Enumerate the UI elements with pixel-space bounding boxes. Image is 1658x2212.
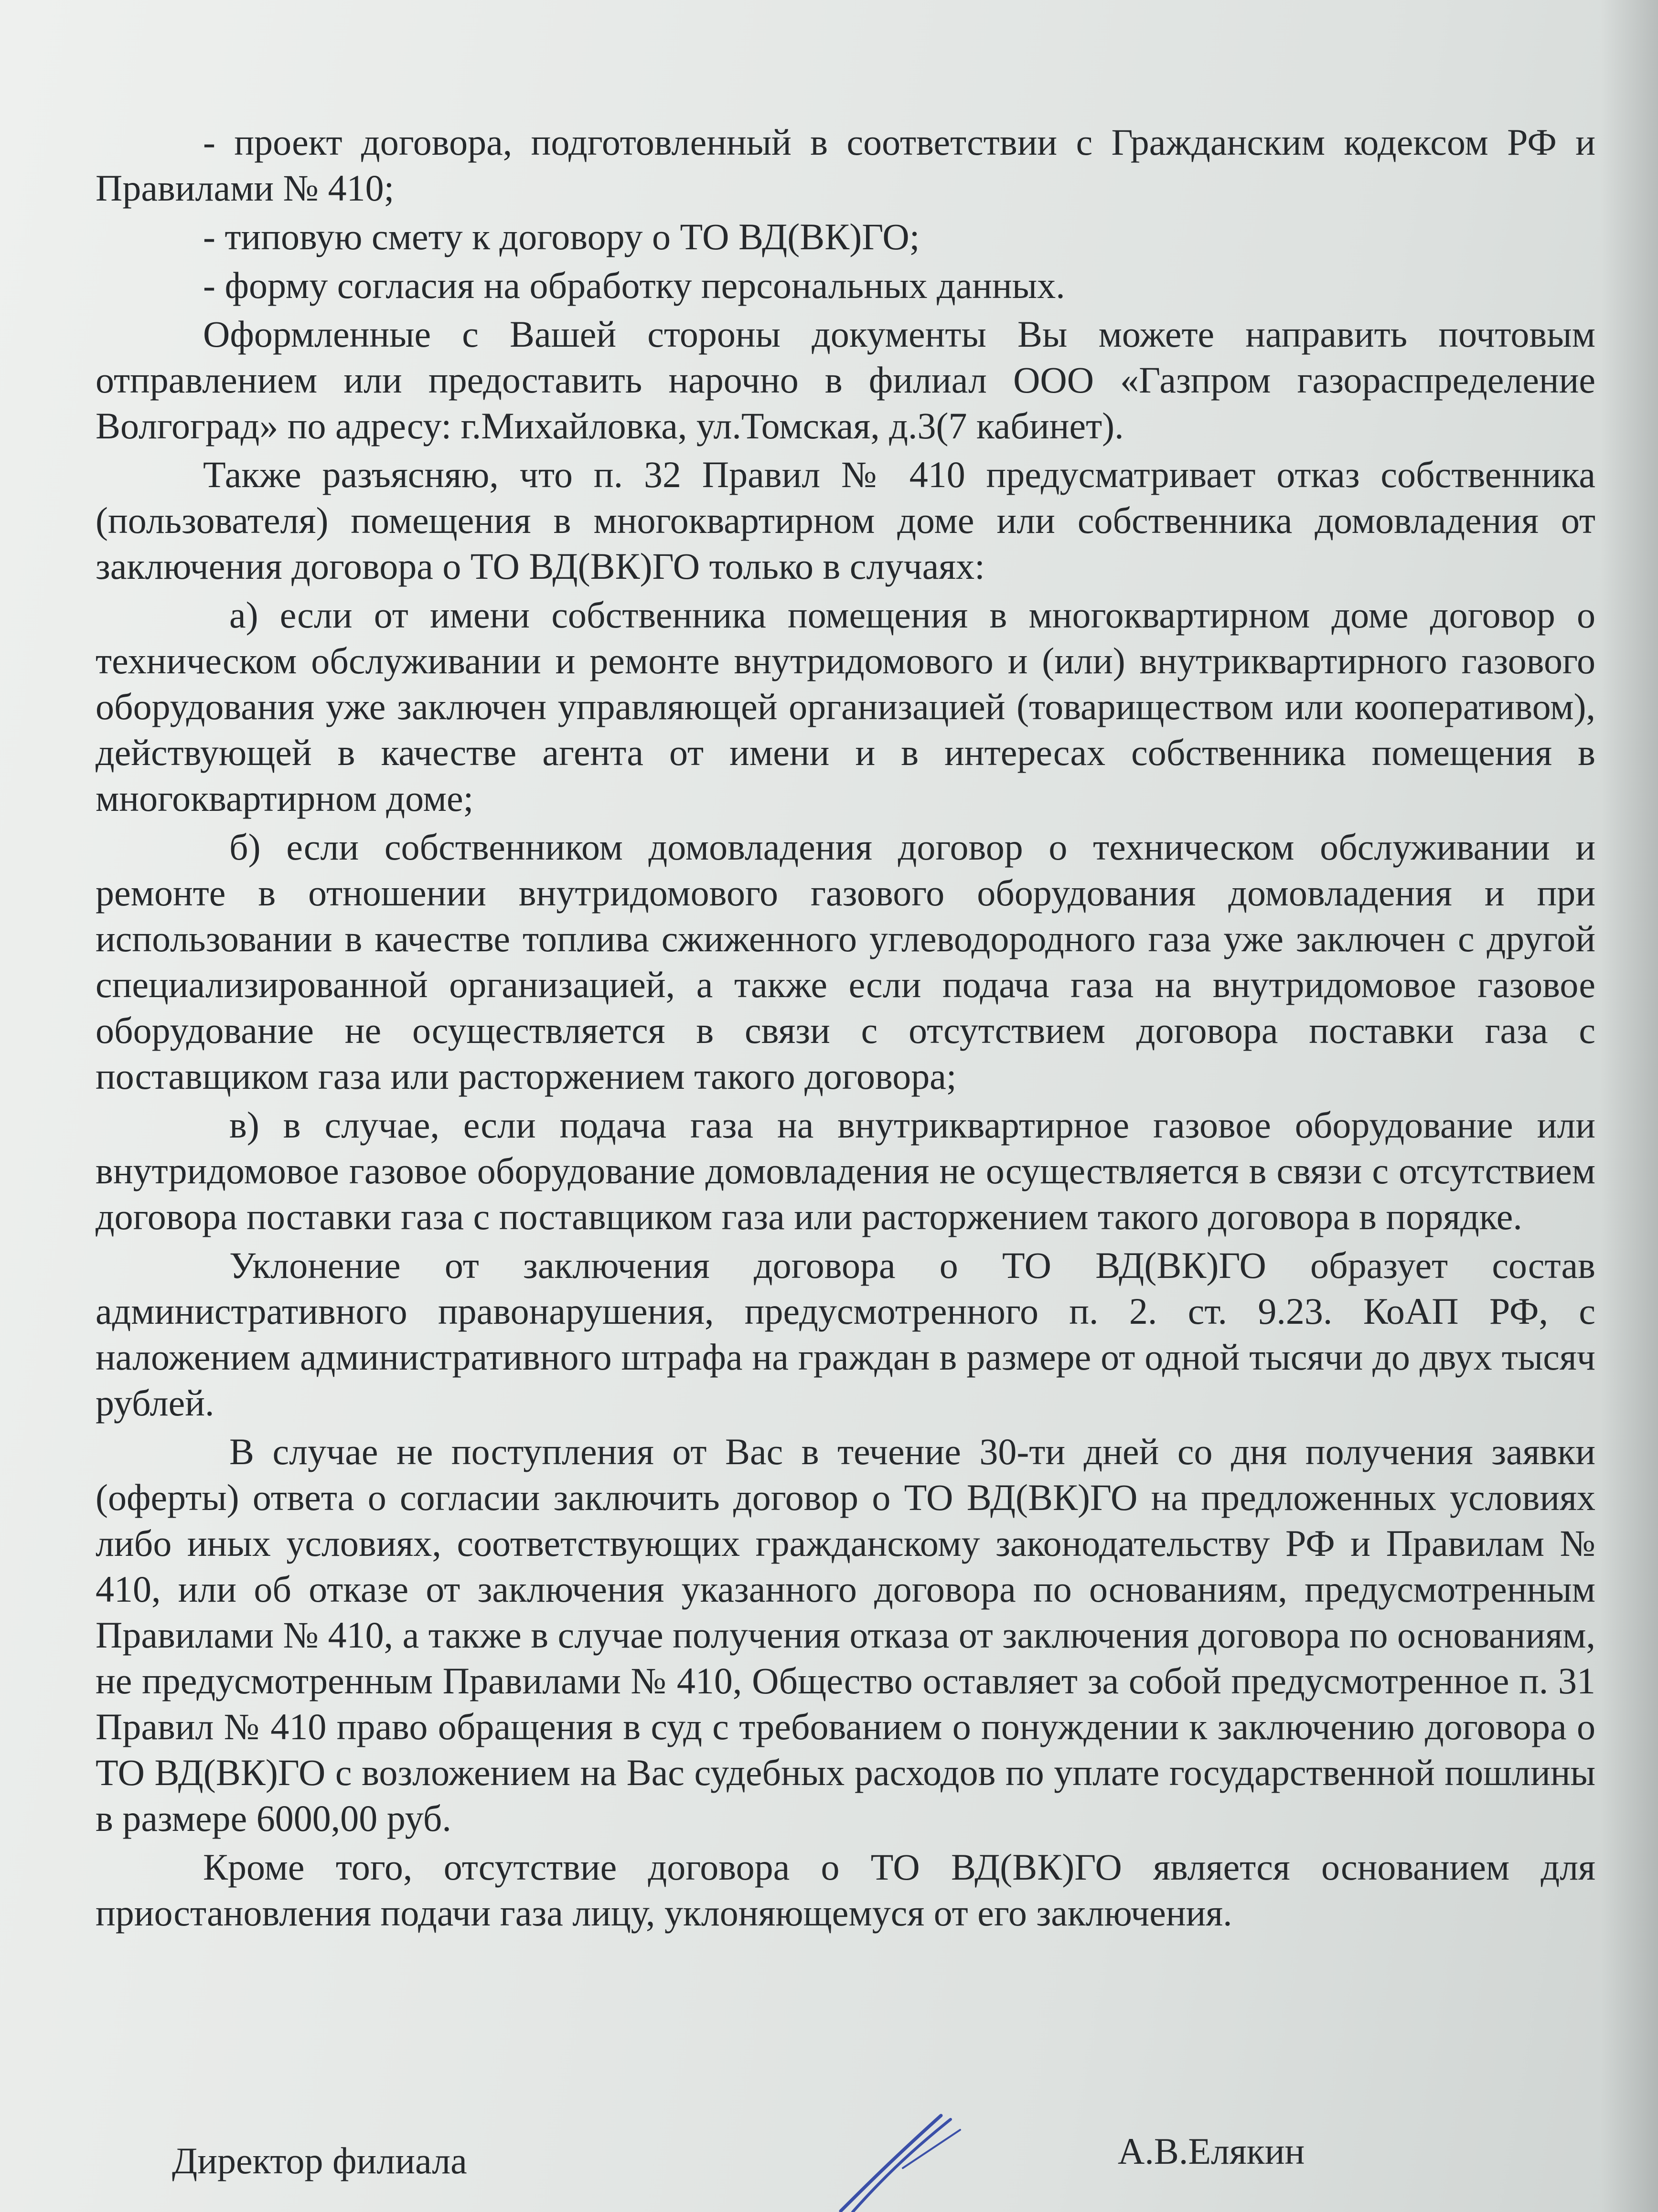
signatory-name: А.В.Елякин bbox=[1118, 2130, 1305, 2172]
paragraph-court: В случае не поступления от Вас в течение 30-ти дней со дня получения заявки (оферты) ответа о согласии заключить договор о ТО ВД(ВК)ГО на предложенных условиях либо иных условиях, соответствующих гражданскому законодательству РФ и Правилам № 410, или об отказе от заключения указанного договора по основаниям, предусмотренным Правилами № 410, а также в случае получения отказа от заключения договора по основаниям, не предусмотренным Правилами № 410, Общество оставляет за собой предусмотренное п. 31 Правил № 410 право обращения в суд с требованием о понуждении к заключению договора о ТО ВД(ВК)ГО с возложением на Вас судебных расходов по уплате государственной пошлины в размере 6000,00 руб. bbox=[96, 1431, 1595, 1839]
paragraph-case-a: а) если от имени собственника помещения в многоквартирном доме договор о техническом обслуживании и ремонте внутридомового и (или) внутриквартирного газового оборудования уже заключен управляющей организацией (товариществом или кооперативом), действующей в качестве агента от имени и в интересах собственника помещения в многоквартирном доме; bbox=[96, 594, 1595, 819]
list-item-consent-form: - форму согласия на обработку персональных данных. bbox=[203, 265, 1065, 306]
signatory-title: Директор филиала bbox=[172, 2140, 467, 2181]
list-item-estimate: - типовую смету к договору о ТО ВД(ВК)ГО; bbox=[203, 216, 920, 257]
handwritten-signature bbox=[831, 2111, 974, 2212]
list-item-contract-draft: - проект договора, подготовленный в соответствии с Гражданским кодексом РФ и Правилами № 410; bbox=[96, 121, 1595, 209]
paragraph-evasion: Уклонение от заключения договора о ТО ВД(ВК)ГО образует состав административного правонарушения, предусмотренного п. 2. ст. 9.23. КоАП РФ, с наложением административного штрафа на граждан в размере от одной тысячи до двух тысяч рублей. bbox=[96, 1244, 1595, 1424]
letter-body bbox=[96, 119, 1595, 1939]
paragraph-clarification: Также разъясняю, что п. 32 Правил № 410 предусматривает отказ собственника (пользователя) помещения в многоквартирном доме или собственника домовладения от заключения договора о ТО ВД(ВК)ГО только в случаях: bbox=[96, 454, 1595, 587]
paragraph-case-b: б) если собственником домовладения договор о техническом обслуживании и ремонте в отношении внутридомового газового оборудования домовладения и при использовании в качестве топлива сжиженного углеводородного газа уже заключен с другой специализированной организацией, а также если подача газа на внутридомовое газовое оборудование не осуществляется в связи с отсутствием договора поставки газа с поставщиком газа или расторжением такого договора; bbox=[96, 826, 1595, 1097]
paragraph-submission: Оформленные с Вашей стороны документы Вы можете направить почтовым отправлением или предоставить нарочно в филиал ООО «Газпром газораспределение Волгоград» по адресу: г.Михайловка, ул.Томская, д.3(7 кабинет). bbox=[96, 313, 1595, 447]
paragraph-suspension: Кроме того, отсутствие договора о ТО ВД(ВК)ГО является основанием для приостановления подачи газа лицу, уклоняющемуся от его заключения. bbox=[96, 1846, 1595, 1934]
paragraph-case-v: в) в случае, если подача газа на внутриквартирное газовое оборудование или внутридомовое газовое оборудование домовладения не осуществляется в связи с отсутствием договора поставки газа с поставщиком газа или расторжением такого договора в порядке. bbox=[96, 1104, 1595, 1237]
